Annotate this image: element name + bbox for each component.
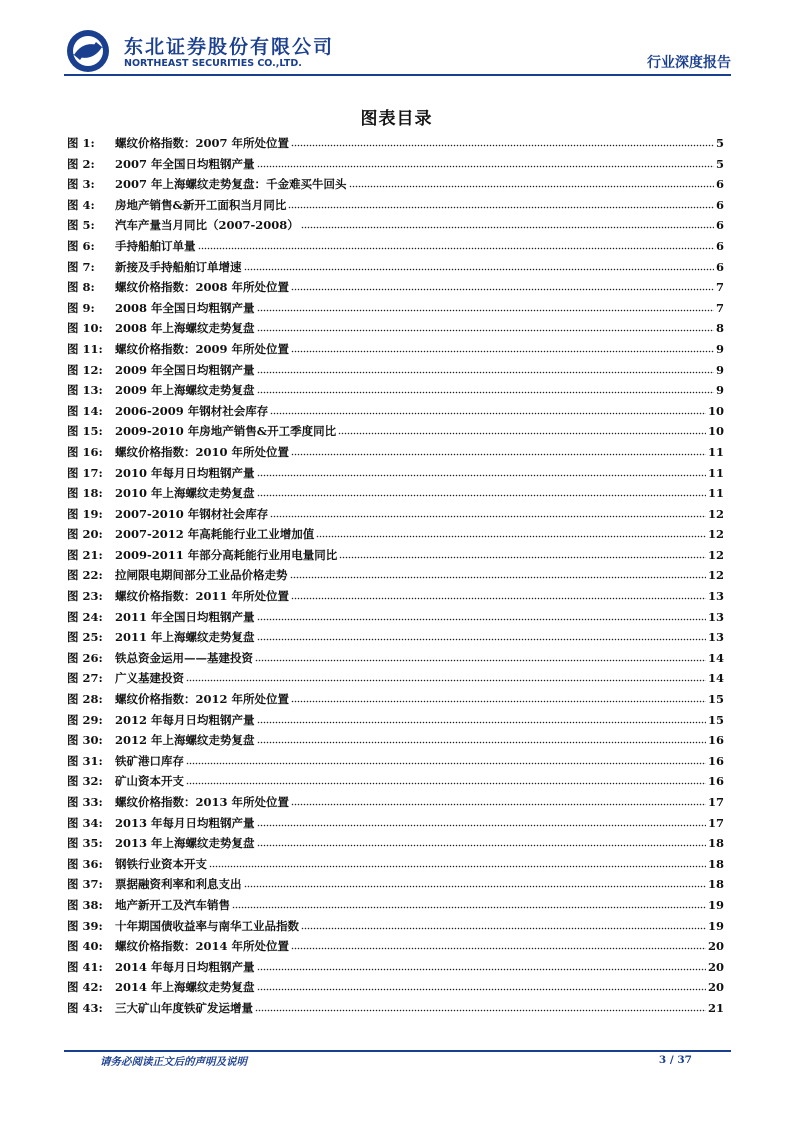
toc-leader-dots xyxy=(288,199,714,209)
toc-entry-page: 11 xyxy=(707,465,724,480)
toc-entry[interactable] xyxy=(67,876,724,897)
toc-leader-dots xyxy=(257,734,706,744)
toc-leader-dots xyxy=(301,920,706,930)
toc-entry-title: 2013 年每月日均粗钢产量 xyxy=(115,815,255,830)
toc-entry-label xyxy=(67,279,289,295)
toc-entry-title: 2009 年全国日均粗钢产量 xyxy=(115,362,255,377)
toc-entry[interactable] xyxy=(67,526,724,547)
toc-entry-page: 7 xyxy=(715,300,724,315)
toc-entry-number: 图 27: xyxy=(67,671,103,686)
toc-entry-label xyxy=(67,382,255,398)
toc-entry-label xyxy=(67,197,286,213)
toc-entry[interactable] xyxy=(67,156,724,177)
toc-entry-page: 10 xyxy=(707,403,724,418)
toc-leader-dots xyxy=(291,446,706,456)
toc-entry-page: 10 xyxy=(707,424,724,439)
toc-entry[interactable] xyxy=(67,691,724,712)
toc-entry[interactable] xyxy=(67,197,724,218)
toc-entry-number: 图 3: xyxy=(67,177,95,192)
toc-entry-title: 手持船舶订单量 xyxy=(115,238,196,253)
toc-entry[interactable] xyxy=(67,938,724,959)
toc-entry-title: 螺纹价格指数：2007 年所处位置 xyxy=(115,136,290,150)
toc-entry-number: 图 4: xyxy=(67,197,95,212)
toc-entry-number: 图 28: xyxy=(67,692,103,707)
toc-leader-dots xyxy=(257,714,706,724)
toc-leader-dots xyxy=(198,240,714,250)
toc-entry[interactable] xyxy=(67,547,724,568)
toc-entry-label xyxy=(67,876,242,892)
toc-leader-dots xyxy=(257,837,706,847)
toc-entry-page: 6 xyxy=(715,177,724,192)
toc-leader-dots xyxy=(255,1002,706,1012)
toc-entry-page: 12 xyxy=(707,527,724,542)
toc-entry-label xyxy=(67,135,289,151)
toc-entry-page: 14 xyxy=(707,671,724,686)
toc-entry-number: 图 24: xyxy=(67,609,103,624)
toc-entry-number: 图 12: xyxy=(67,362,103,377)
toc-entry[interactable] xyxy=(67,465,724,486)
disclaimer-note: 请务必阅读正文后的声明及说明 xyxy=(100,1056,247,1068)
toc-entry-number: 图 32: xyxy=(67,774,103,789)
toc-leader-dots xyxy=(186,755,706,765)
toc-entry-page: 8 xyxy=(715,321,724,336)
toc-entry-number: 图 21: xyxy=(67,547,103,562)
page-number: 3 / 37 xyxy=(658,1054,692,1066)
toc-entry-label xyxy=(67,815,255,831)
toc-leader-dots xyxy=(257,322,714,332)
toc-entry[interactable] xyxy=(67,979,724,1000)
toc-entry[interactable] xyxy=(67,609,724,630)
toc-entry[interactable] xyxy=(67,567,724,588)
toc-entry[interactable] xyxy=(67,815,724,836)
toc-entry-title: 矿山资本开支 xyxy=(115,774,184,789)
toc-entry-page: 6 xyxy=(715,238,724,253)
toc-leader-dots xyxy=(257,487,706,497)
toc-entry-title: 螺纹价格指数：2011 年所处位置 xyxy=(115,589,290,604)
toc-entry-label xyxy=(67,938,289,954)
toc-entry-title: 拉闸限电期间部分工业品价格走势 xyxy=(115,568,288,583)
toc-entry-title: 票据融资利率和利息支出 xyxy=(115,877,242,892)
toc-entry-number: 图 38: xyxy=(67,897,103,912)
toc-entry-label xyxy=(67,444,289,460)
toc-entry-title: 三大矿山年度铁矿发运增量 xyxy=(115,1000,253,1015)
toc-entry-label xyxy=(67,897,230,913)
toc-entry-page: 16 xyxy=(707,753,724,768)
toc-entry[interactable] xyxy=(67,444,724,465)
toc-entry-title: 螺纹价格指数：2008 年所处位置 xyxy=(115,280,290,295)
toc-entry-number: 图 15: xyxy=(67,424,103,439)
toc-entry-title: 螺纹价格指数：2009 年所处位置 xyxy=(115,341,290,356)
toc-leader-dots xyxy=(270,508,706,518)
toc-entry-number: 图 1: xyxy=(67,136,95,150)
toc-entry-page: 9 xyxy=(715,383,724,398)
toc-entry-page: 16 xyxy=(707,733,724,748)
toc-entry-label xyxy=(67,300,255,316)
toc-leader-dots xyxy=(291,281,714,291)
toc-entry-label xyxy=(67,547,337,563)
toc-entry-page: 21 xyxy=(707,1000,724,1015)
toc-leader-dots xyxy=(291,693,706,703)
toc-entry-label xyxy=(67,259,242,275)
toc-entry-number: 图 41: xyxy=(67,959,103,974)
toc-entry-label xyxy=(67,1000,253,1016)
toc-entry-label xyxy=(67,320,255,336)
toc-entry-label xyxy=(67,773,184,789)
toc-entry-page: 12 xyxy=(707,568,724,583)
page-header xyxy=(64,28,731,74)
toc-entry[interactable] xyxy=(67,176,724,197)
toc-leader-dots xyxy=(338,425,706,435)
toc-leader-dots xyxy=(257,631,706,641)
toc-entry-page: 19 xyxy=(707,897,724,912)
toc-entry-label xyxy=(67,629,255,645)
toc-entry[interactable] xyxy=(67,835,724,856)
toc-entry-label xyxy=(67,341,289,357)
footer-divider xyxy=(64,1050,731,1052)
toc-entry[interactable] xyxy=(67,506,724,527)
toc-leader-dots xyxy=(257,302,714,312)
toc-entry-label xyxy=(67,918,299,934)
toc-entry-number: 图 25: xyxy=(67,630,103,645)
toc-entry-page: 20 xyxy=(707,980,724,995)
toc-entry-label xyxy=(67,670,184,686)
toc-entry-page: 12 xyxy=(707,547,724,562)
toc-entry-page: 20 xyxy=(707,959,724,974)
toc-entry-number: 图 35: xyxy=(67,836,103,851)
company-name-en: NORTHEAST SECURITIES CO.,LTD. xyxy=(124,58,302,69)
toc-entry[interactable] xyxy=(67,362,724,383)
toc-entry[interactable] xyxy=(67,238,724,259)
toc-entry-title: 2012 年上海螺纹走势复盘 xyxy=(115,733,255,748)
toc-entry-number: 图 8: xyxy=(67,280,95,295)
toc-leader-dots xyxy=(291,796,706,806)
toc-entry-page: 7 xyxy=(715,280,724,295)
toc-entry-number: 图 16: xyxy=(67,444,103,459)
toc-entry-label xyxy=(67,176,347,192)
toc-entry-title: 地产新开工及汽车销售 xyxy=(115,897,230,912)
toc-entry-title: 钢铁行业资本开支 xyxy=(115,856,207,871)
toc-entry[interactable] xyxy=(67,773,724,794)
toc-entry-label xyxy=(67,835,255,851)
toc-leader-dots xyxy=(270,405,706,415)
toc-entry-number: 图 17: xyxy=(67,465,103,480)
toc-leader-dots xyxy=(186,775,706,785)
toc-entry-label xyxy=(67,979,255,995)
toc-entry-title: 2006-2009 年钢材社会库存 xyxy=(115,403,269,418)
toc-leader-dots xyxy=(301,219,714,229)
toc-leader-dots xyxy=(186,672,706,682)
toc-entry-page: 13 xyxy=(707,630,724,645)
toc-entry-page: 13 xyxy=(707,609,724,624)
toc-entry-title: 螺纹价格指数：2012 年所处位置 xyxy=(115,692,290,707)
toc-leader-dots xyxy=(244,878,706,888)
toc-entry-page: 11 xyxy=(707,444,724,459)
toc-entry-page: 15 xyxy=(707,712,724,727)
toc-entry[interactable] xyxy=(67,259,724,280)
toc-entry-title: 2007-2012 年高耗能行业工业增加值 xyxy=(115,527,315,542)
toc-entry[interactable] xyxy=(67,753,724,774)
toc-entry[interactable] xyxy=(67,712,724,733)
figure-toc-list xyxy=(67,135,724,1021)
toc-entry-page: 15 xyxy=(707,692,724,707)
toc-entry-number: 图 19: xyxy=(67,506,103,521)
toc-entry-label xyxy=(67,465,255,481)
toc-entry-page: 5 xyxy=(715,136,724,150)
toc-entry-label xyxy=(67,423,336,439)
toc-entry-number: 图 34: xyxy=(67,815,103,830)
toc-entry-title: 2009-2011 年部分高耗能行业用电量同比 xyxy=(115,547,338,562)
toc-entry-label xyxy=(67,691,289,707)
toc-leader-dots xyxy=(291,940,706,950)
toc-entry[interactable] xyxy=(67,300,724,321)
toc-entry-label xyxy=(67,217,299,233)
toc-entry-number: 图 43: xyxy=(67,1000,103,1015)
toc-entry-page: 6 xyxy=(715,218,724,233)
toc-entry-label xyxy=(67,856,207,872)
toc-leader-dots xyxy=(291,343,714,353)
toc-leader-dots xyxy=(257,961,706,971)
toc-entry-page: 18 xyxy=(707,856,724,871)
toc-entry-label xyxy=(67,794,289,810)
company-logo-icon xyxy=(64,28,120,74)
toc-entry-title: 2008 年上海螺纹走势复盘 xyxy=(115,321,255,336)
toc-entry-title: 2007-2010 年钢材社会库存 xyxy=(115,506,269,521)
toc-entry-title: 铁矿港口库存 xyxy=(115,753,184,768)
toc-entry-number: 图 6: xyxy=(67,238,95,253)
toc-entry-number: 图 31: xyxy=(67,753,103,768)
toc-leader-dots xyxy=(316,528,706,538)
toc-entry-page: 9 xyxy=(715,362,724,377)
toc-entry-title: 2014 年上海螺纹走势复盘 xyxy=(115,980,255,995)
toc-leader-dots xyxy=(257,364,714,374)
toc-entry-page: 6 xyxy=(715,197,724,212)
toc-entry-title: 螺纹价格指数：2013 年所处位置 xyxy=(115,795,290,809)
toc-entry-page: 12 xyxy=(707,506,724,521)
toc-entry-number: 图 30: xyxy=(67,733,103,748)
toc-entry-label xyxy=(67,609,255,625)
toc-entry-page: 11 xyxy=(707,486,724,501)
toc-entry-page: 6 xyxy=(715,259,724,274)
toc-entry-label xyxy=(67,567,288,583)
company-name-cn: 东北证券股份有限公司 xyxy=(124,36,335,58)
toc-title: 图表目录 xyxy=(360,109,433,129)
toc-entry[interactable] xyxy=(67,135,724,156)
toc-entry-label xyxy=(67,526,314,542)
toc-entry[interactable] xyxy=(67,279,724,300)
toc-entry-page: 18 xyxy=(707,877,724,892)
toc-entry-number: 图 18: xyxy=(67,486,103,501)
toc-entry-number: 图 39: xyxy=(67,918,103,933)
toc-entry-title: 2009-2010 年房地产销售&开工季度同比 xyxy=(115,424,337,439)
toc-entry-label xyxy=(67,362,255,378)
toc-entry-page: 14 xyxy=(707,650,724,665)
toc-entry-number: 图 23: xyxy=(67,589,103,604)
toc-entry-number: 图 33: xyxy=(67,795,103,809)
toc-entry-page: 18 xyxy=(707,836,724,851)
toc-entry-title: 2012 年每月日均粗钢产量 xyxy=(115,712,255,727)
toc-entry-title: 螺纹价格指数：2014 年所处位置 xyxy=(115,939,290,954)
toc-entry-label xyxy=(67,732,255,748)
toc-entry-title: 2010 年每月日均粗钢产量 xyxy=(115,465,255,480)
toc-entry-title: 2007 年全国日均粗钢产量 xyxy=(115,156,255,171)
toc-entry[interactable] xyxy=(67,320,724,341)
toc-leader-dots xyxy=(291,590,706,600)
toc-leader-dots xyxy=(257,611,706,621)
toc-entry[interactable] xyxy=(67,588,724,609)
toc-entry-label xyxy=(67,753,184,769)
toc-entry-title: 2011 年全国日均粗钢产量 xyxy=(115,609,255,624)
toc-entry[interactable] xyxy=(67,918,724,939)
toc-entry-page: 16 xyxy=(707,774,724,789)
toc-entry[interactable] xyxy=(67,856,724,877)
toc-leader-dots xyxy=(290,569,706,579)
toc-entry[interactable] xyxy=(67,1000,724,1021)
toc-entry-number: 图 10: xyxy=(67,321,103,336)
toc-leader-dots xyxy=(257,467,706,477)
toc-entry[interactable] xyxy=(67,959,724,980)
toc-entry-title: 2007 年上海螺纹走势复盘：千金难买牛回头 xyxy=(115,177,347,192)
toc-entry-number: 图 42: xyxy=(67,980,103,995)
toc-entry[interactable] xyxy=(67,341,724,362)
toc-entry-title: 房地产销售&新开工面积当月同比 xyxy=(115,197,287,212)
toc-leader-dots xyxy=(257,981,706,991)
toc-entry[interactable] xyxy=(67,403,724,424)
toc-entry[interactable] xyxy=(67,670,724,691)
toc-leader-dots xyxy=(232,899,706,909)
toc-entry[interactable] xyxy=(67,217,724,238)
toc-entry-number: 图 37: xyxy=(67,877,103,892)
toc-entry-title: 广义基建投资 xyxy=(115,671,184,686)
toc-entry-number: 图 11: xyxy=(67,341,103,356)
toc-entry[interactable] xyxy=(67,485,724,506)
toc-leader-dots xyxy=(349,178,714,188)
toc-entry-title: 铁总资金运用——基建投资 xyxy=(115,650,253,665)
toc-entry-label xyxy=(67,506,268,522)
toc-entry-title: 汽车产量当月同比（2007-2008） xyxy=(115,218,299,233)
toc-entry-title: 十年期国债收益率与南华工业品指数 xyxy=(115,918,299,933)
toc-leader-dots xyxy=(209,858,706,868)
toc-entry-page: 19 xyxy=(707,918,724,933)
toc-entry-number: 图 13: xyxy=(67,383,103,398)
toc-entry[interactable] xyxy=(67,650,724,671)
toc-entry[interactable] xyxy=(67,794,724,815)
toc-entry-title: 新接及手持船舶订单增速 xyxy=(115,259,242,274)
toc-entry-number: 图 26: xyxy=(67,650,103,665)
toc-entry-page: 17 xyxy=(707,795,724,809)
toc-entry-number: 图 9: xyxy=(67,300,95,315)
toc-entry[interactable] xyxy=(67,423,724,444)
toc-entry-title: 螺纹价格指数：2010 年所处位置 xyxy=(115,444,290,459)
toc-leader-dots xyxy=(257,817,706,827)
toc-entry-number: 图 5: xyxy=(67,218,95,233)
toc-entry-title: 2011 年上海螺纹走势复盘 xyxy=(115,630,255,645)
toc-entry-number: 图 29: xyxy=(67,712,103,727)
toc-entry-page: 20 xyxy=(707,939,724,954)
toc-entry[interactable] xyxy=(67,629,724,650)
toc-leader-dots xyxy=(244,261,714,271)
toc-entry[interactable] xyxy=(67,382,724,403)
toc-entry-number: 图 36: xyxy=(67,856,103,871)
toc-entry-page: 5 xyxy=(715,156,724,171)
toc-entry-label xyxy=(67,650,253,666)
toc-entry-label xyxy=(67,403,268,419)
toc-entry-page: 9 xyxy=(715,341,724,356)
header-divider xyxy=(64,74,731,76)
toc-entry-number: 图 40: xyxy=(67,939,103,954)
toc-entry-label xyxy=(67,156,255,172)
toc-entry-page: 17 xyxy=(707,815,724,830)
toc-entry-title: 2013 年上海螺纹走势复盘 xyxy=(115,836,255,851)
toc-entry-page: 13 xyxy=(707,589,724,604)
toc-leader-dots xyxy=(339,549,706,559)
toc-entry-label xyxy=(67,238,196,254)
toc-entry-label xyxy=(67,485,255,501)
toc-entry[interactable] xyxy=(67,732,724,753)
toc-entry-number: 图 2: xyxy=(67,156,95,171)
toc-leader-dots xyxy=(257,384,714,394)
toc-leader-dots xyxy=(257,158,714,168)
toc-entry-number: 图 20: xyxy=(67,527,103,542)
toc-entry-number: 图 14: xyxy=(67,403,103,418)
toc-entry-number: 图 7: xyxy=(67,259,95,274)
toc-entry[interactable] xyxy=(67,897,724,918)
toc-entry-title: 2014 年每月日均粗钢产量 xyxy=(115,959,255,974)
toc-leader-dots xyxy=(291,137,714,147)
toc-entry-label xyxy=(67,959,255,975)
toc-leader-dots xyxy=(255,652,706,662)
toc-entry-title: 2009 年上海螺纹走势复盘 xyxy=(115,383,255,398)
report-type-label: 行业深度报告 xyxy=(647,55,731,71)
toc-entry-title: 2010 年上海螺纹走势复盘 xyxy=(115,486,255,501)
toc-entry-label xyxy=(67,588,289,604)
toc-entry-title: 2008 年全国日均粗钢产量 xyxy=(115,300,255,315)
toc-entry-number: 图 22: xyxy=(67,568,103,583)
toc-entry-label xyxy=(67,712,255,728)
